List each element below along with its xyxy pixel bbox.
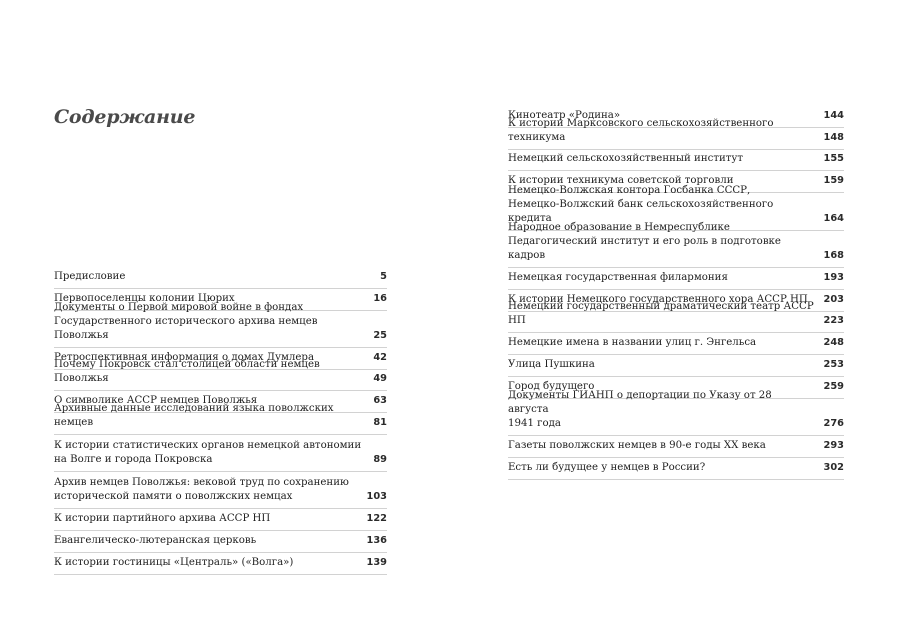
toc-entry (508, 436, 844, 458)
toc-entry (508, 221, 844, 268)
toc-entry-page-number: 25 (373, 329, 387, 341)
toc-entry-page-number: 248 (823, 337, 844, 349)
toc-entry-page-number: 164 (823, 212, 844, 224)
toc-entry (54, 359, 387, 392)
toc-entry-page-number: 103 (366, 491, 387, 503)
toc-entry-title: Газеты поволжских немцев в 90-е годы XX века (508, 439, 766, 451)
toc-entry-page-number: 168 (823, 249, 844, 261)
toc-entry (54, 509, 387, 531)
toc-entry-page-number: 81 (373, 416, 387, 428)
toc-entry (54, 402, 387, 435)
toc-entry (508, 268, 844, 290)
toc-entry-title: Город будущего (508, 380, 595, 392)
toc-entry-page-number: 302 (823, 461, 844, 473)
toc-entry-title: Немецкие имена в названии улиц г. Энгельса (508, 337, 757, 349)
toc-entry-page-number: 203 (823, 293, 844, 305)
toc-entry-title: Немецкий сельскохозяйственный институт (508, 153, 744, 165)
toc-entry-page-number: 42 (373, 351, 387, 363)
toc-entry-title: К истории Немецкого государственного хора АССР НП (508, 293, 808, 305)
toc-entry-title: Почему Покровск стал столицей области немцев Поволжья (54, 359, 320, 385)
toc-entry-title: К истории Марксовского сельскохозяйственного техникума (508, 117, 774, 143)
toc-entry (508, 150, 844, 172)
toc-entry-page-number: 139 (366, 556, 387, 568)
right-page (450, 0, 900, 636)
toc-entry-page-number: 276 (823, 418, 844, 430)
toc-list-right (508, 106, 844, 480)
toc-entry (54, 435, 387, 472)
toc-entry-title: Немецкая государственная филармония (508, 271, 728, 283)
toc-entry-page-number: 223 (823, 315, 844, 327)
toc-entry-title: Немецко-Волжская контора Госбанка СССР, Немецко-Волжский банк сельскохозяйственного кредита (508, 184, 774, 224)
toc-entry-title: Народное образование в Немреспублике Педагогический институт и его роль в подготовке кадров (508, 221, 781, 261)
toc-entry-page-number: 122 (366, 513, 387, 525)
toc-entry-page-number: 63 (373, 395, 387, 407)
toc-entry-title: Архив немцев Поволжья: вековой труд по сохранению исторической памяти о поволжских немцах (54, 477, 349, 503)
toc-entry (54, 553, 387, 575)
toc-entry-title: Документы ГИАНП о депортации по Указу от 28 августа 1941 года (508, 390, 772, 430)
toc-entry-page-number: 155 (823, 153, 844, 165)
toc-entry-page-number: 159 (823, 175, 844, 187)
toc-entry-title: Первопоселенцы колонии Цюрих (54, 292, 235, 304)
toc-entry (508, 117, 844, 150)
toc-entry (54, 267, 387, 289)
toc-entry-title: Есть ли будущее у немцев в России? (508, 461, 706, 473)
toc-entry (508, 390, 844, 436)
toc-entry-page-number: 16 (373, 292, 387, 304)
toc-entry-title: К истории техникума советской торговли (508, 175, 734, 187)
toc-entry-title: О символике АССР немцев Поволжья (54, 395, 258, 407)
toc-entry (508, 355, 844, 377)
toc-entry-title: Предисловие (54, 270, 126, 282)
toc-entry-page-number: 253 (823, 358, 844, 370)
toc-entry-title: К истории статистических органов немецкой автономии на Волге и города Покровска (54, 440, 362, 466)
toc-entry-page-number: 144 (823, 109, 844, 121)
toc-entry-page-number: 49 (373, 373, 387, 385)
toc-entry-page-number: 293 (823, 439, 844, 451)
toc-entry-title: Документы о Первой мировой войне в фондах Государственного исторического архива немцев Поволжья (54, 301, 318, 341)
toc-entry-page-number: 193 (823, 271, 844, 283)
toc-entry (54, 301, 387, 348)
toc-entry-title: Евангелическо-лютеранская церковь (54, 534, 257, 546)
toc-entry-page-number: 259 (823, 380, 844, 392)
toc-entry (54, 531, 387, 553)
toc-entry (508, 333, 844, 355)
toc-entry (508, 458, 844, 480)
toc-entry-title: Архивные данные исследований языка поволжских немцев (54, 402, 334, 428)
toc-entry-title: Улица Пушкина (508, 358, 595, 370)
toc-entry (508, 301, 844, 334)
toc-entry-title: Кинотеатр «Родина» (508, 109, 621, 121)
toc-entry-title: К истории гостиницы «Централь» («Волга») (54, 556, 294, 568)
toc-entry-title: Ретроспективная информация о домах Думлера (54, 351, 315, 363)
toc-entry-title: Немецкий государственный драматический театр АССР НП (508, 301, 814, 327)
toc-entry-page-number: 5 (380, 270, 387, 282)
toc-entry-page-number: 148 (823, 131, 844, 143)
toc-entry-page-number: 136 (366, 534, 387, 546)
toc-entry-page-number: 89 (373, 454, 387, 466)
page-title: Содержание (54, 106, 196, 128)
toc-entry-title: К истории партийного архива АССР НП (54, 513, 271, 525)
toc-entry (54, 472, 387, 509)
toc-list-left (54, 267, 387, 575)
